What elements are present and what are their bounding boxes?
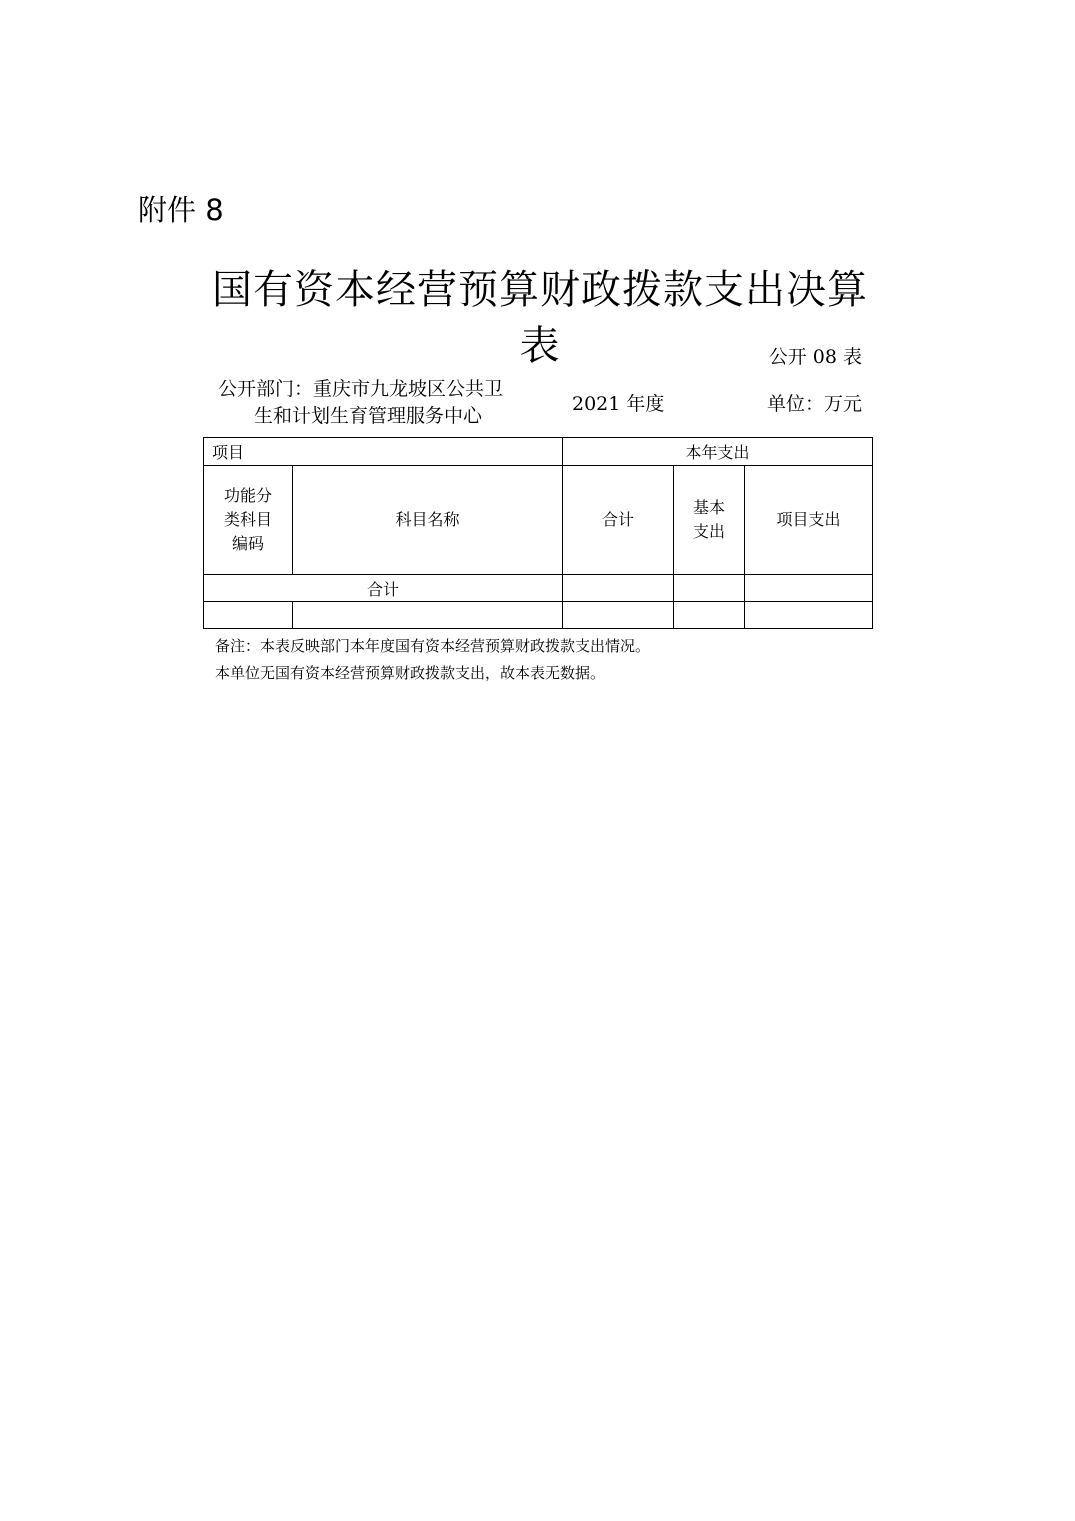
table-cell [563,602,674,629]
table-cell [293,602,563,629]
note-line-2: 本单位无国有资本经营预算财政拨款支出，故本表无数据。 [215,664,606,682]
table-cell [204,602,293,629]
column-header-row [204,466,873,575]
unit-label: 单位：万元 [766,393,862,415]
col-name-header: 科目名称 [293,466,563,575]
note-line-1: 备注：本表反映部门本年度国有资本经营预算财政拨款支出情况。 [215,637,651,655]
form-number: 公开 08 表 [768,346,862,368]
table-cell [745,602,873,629]
table-row [204,602,873,629]
total-project-cell [745,575,873,602]
total-cell [563,575,674,602]
attachment-label: 附件 8 [138,193,224,227]
total-basic-cell [674,575,745,602]
total-row-label: 合计 [204,575,563,602]
col-project-header: 项目支出 [745,466,873,575]
header-item: 项目 [204,438,563,466]
table-cell [674,602,745,629]
department-line-1: 公开部门：重庆市九龙坡区公共卫 [218,378,504,400]
expenditure-table [203,437,873,629]
header-year-expense: 本年支出 [563,438,873,466]
department-line-2: 生和计划生育管理服务中心 [254,405,483,427]
table-header-row [204,438,873,466]
department [218,376,554,430]
col-code-header: 功能分类科目编码 [204,466,293,575]
fiscal-year: 2021 年度 [572,393,665,415]
col-total-header: 合计 [563,466,674,575]
page-title: 国有资本经营预算财政拨款支出决算表 [212,267,868,369]
col-basic-header: 基本支出 [674,466,745,575]
total-row [204,575,873,602]
